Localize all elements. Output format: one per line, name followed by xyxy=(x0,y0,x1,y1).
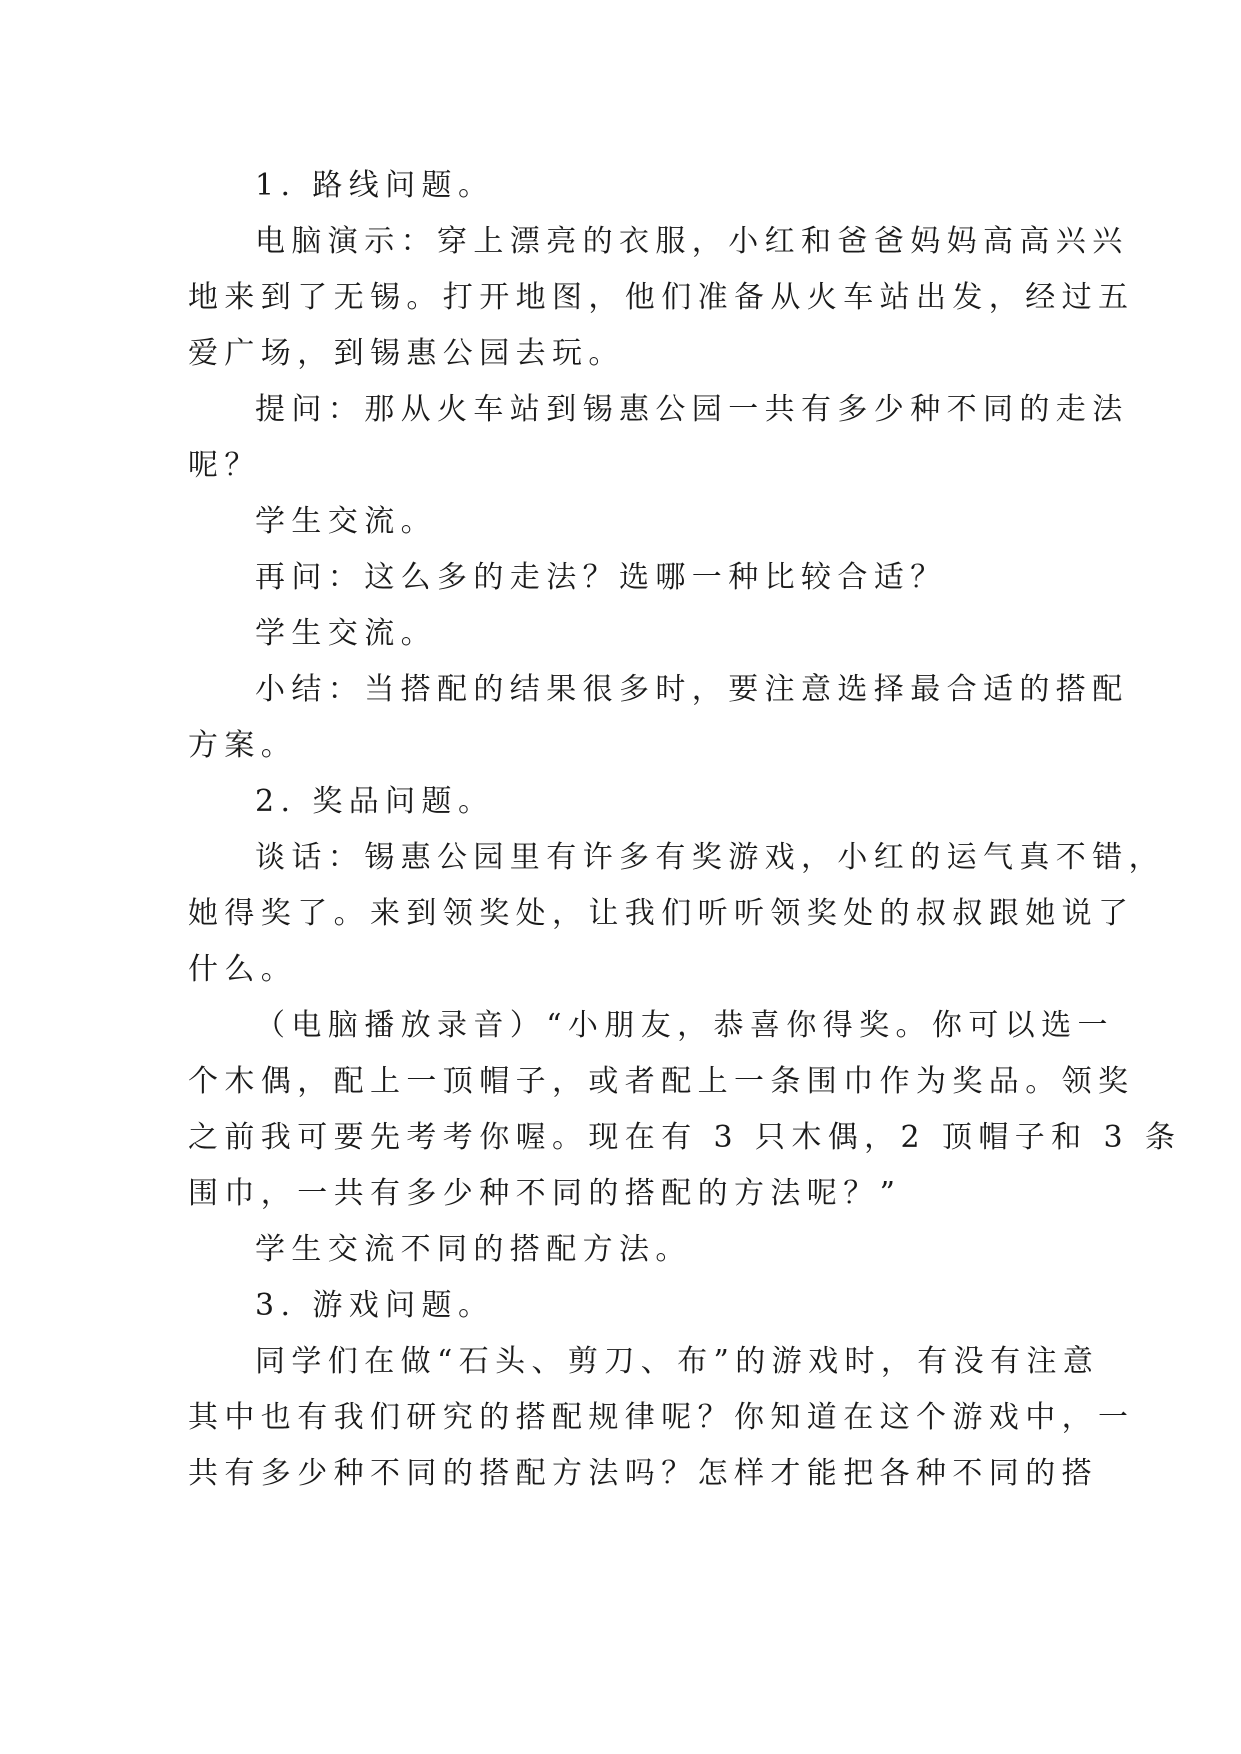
paragraph-line: 提问：那从火车站到锡惠公园一共有多少种不同的走法 xyxy=(255,392,1129,427)
paragraph-game-heading xyxy=(188,1278,1058,1334)
paragraph-line: 呢？ xyxy=(188,448,261,483)
paragraph-line: 围巾，一共有多少种不同的搭配的方法呢？” xyxy=(188,1176,902,1211)
paragraph-prize-heading xyxy=(188,774,1058,830)
paragraph-game-text xyxy=(188,1334,1135,1502)
paragraph-line: 她得奖了。来到领奖处，让我们听听领奖处的叔叔跟她说了 xyxy=(188,896,1135,931)
paragraph-line: 再问：这么多的走法？选哪一种比较合适？ xyxy=(255,560,947,595)
paragraph-line: （电脑播放录音）“小朋友，恭喜你得奖。你可以选一 xyxy=(255,1008,1114,1043)
paragraph-line: 共有多少种不同的搭配方法吗？怎样才能把各种不同的搭 xyxy=(188,1456,1098,1491)
paragraph-line: 学生交流。 xyxy=(255,616,437,651)
paragraph-line: 学生交流不同的搭配方法。 xyxy=(255,1232,692,1267)
paragraph-line: 电脑演示：穿上漂亮的衣服，小红和爸爸妈妈高高兴兴 xyxy=(255,224,1129,259)
paragraph-line: 个木偶，配上一顶帽子，或者配上一条围巾作为奖品。领奖 xyxy=(188,1064,1135,1099)
paragraph-route-summary xyxy=(188,662,1129,774)
paragraph-prize-recording xyxy=(188,998,1182,1222)
paragraph-prize-discuss xyxy=(188,1222,1058,1278)
paragraph-prize-talk xyxy=(188,830,1165,998)
paragraph-line: 1. 路线问题。 xyxy=(255,168,495,203)
paragraph-line: 谈话：锡惠公园里有许多有奖游戏，小红的运气真不错， xyxy=(255,840,1165,875)
paragraph-route-question xyxy=(188,382,1129,494)
paragraph-route-discuss-2 xyxy=(188,606,1058,662)
paragraph-line: 地来到了无锡。打开地图，他们准备从火车站出发，经过五 xyxy=(188,280,1135,315)
paragraph-route-discuss-1 xyxy=(188,494,1058,550)
paragraph-route-heading xyxy=(188,158,1058,214)
paragraph-route-question-2 xyxy=(188,550,1058,606)
paragraph-route-demo xyxy=(188,214,1135,382)
document-page xyxy=(188,158,1182,1502)
paragraph-line: 其中也有我们研究的搭配规律呢？你知道在这个游戏中，一 xyxy=(188,1400,1135,1435)
paragraph-line: 2. 奖品问题。 xyxy=(255,784,495,819)
paragraph-line: 学生交流。 xyxy=(255,504,437,539)
paragraph-line: 小结：当搭配的结果很多时，要注意选择最合适的搭配 xyxy=(255,672,1129,707)
paragraph-line: 爱广场，到锡惠公园去玩。 xyxy=(188,336,625,371)
paragraph-line: 方案。 xyxy=(188,728,298,763)
paragraph-line: 同学们在做“石头、剪刀、布”的游戏时，有没有注意 xyxy=(255,1344,1100,1379)
paragraph-line: 之前我可要先考考你喔。现在有 3 只木偶，2 顶帽子和 3 条 xyxy=(188,1120,1182,1155)
paragraph-line: 3. 游戏问题。 xyxy=(255,1288,495,1323)
paragraph-line: 什么。 xyxy=(188,952,298,987)
